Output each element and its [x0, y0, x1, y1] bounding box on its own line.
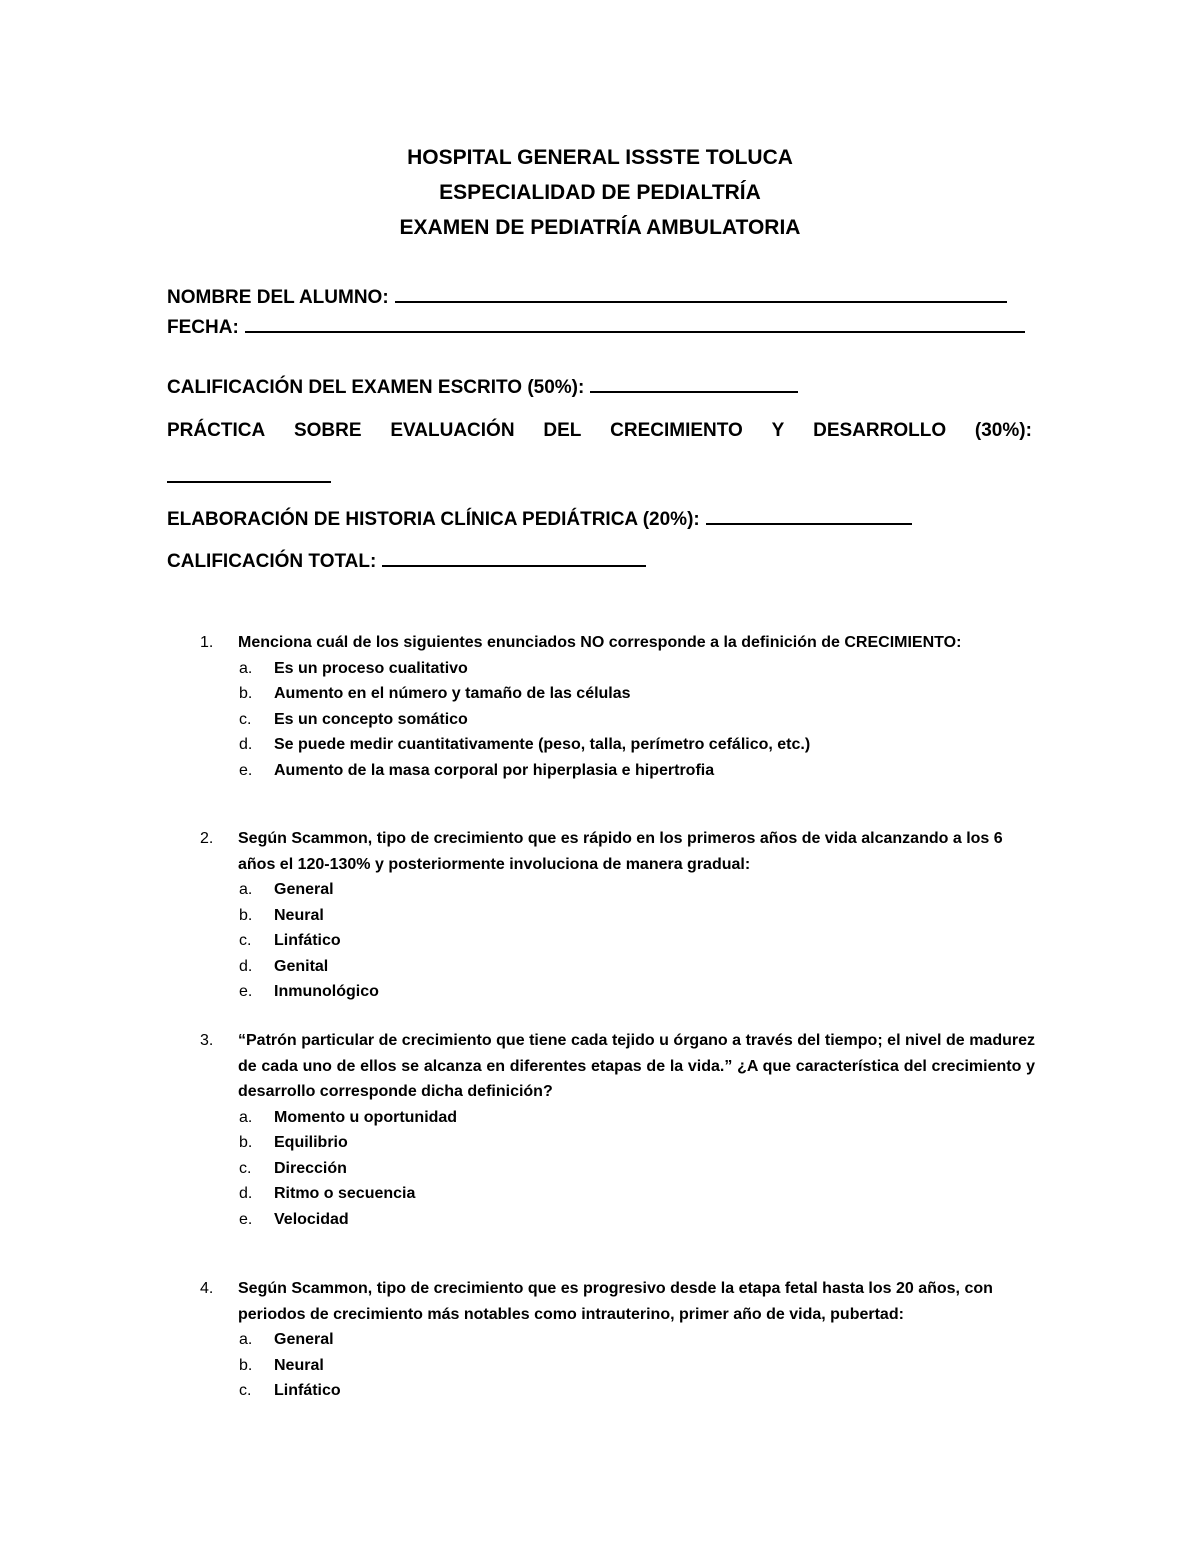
option-letter: e.	[239, 761, 253, 779]
option-letter: b.	[239, 1134, 253, 1151]
option-letter: e.	[239, 1210, 253, 1228]
clinical-history-label: ELABORACIÓN DE HISTORIA CLÍNICA PEDIÁTRICA (20%):	[167, 509, 700, 530]
option-letter: e.	[239, 983, 253, 1000]
answer-option[interactable]	[239, 1181, 1035, 1207]
practice-blank	[167, 481, 331, 483]
practice-word: SOBRE	[293, 420, 362, 441]
option-text: Genital	[274, 957, 329, 975]
answer-option[interactable]	[239, 1353, 1035, 1379]
answer-option[interactable]	[239, 656, 1035, 682]
answer-option[interactable]	[239, 1105, 1035, 1131]
option-letter: c.	[239, 710, 252, 728]
answer-options	[239, 656, 1035, 784]
option-letter: c.	[239, 1382, 252, 1399]
question-3	[200, 1028, 1035, 1232]
question-number: 3.	[200, 1032, 214, 1049]
total-blank	[382, 547, 646, 567]
student-name-blank	[395, 283, 1007, 303]
answer-option[interactable]	[239, 1156, 1035, 1182]
answer-option[interactable]	[239, 681, 1035, 707]
question-number: 4.	[200, 1280, 214, 1297]
option-text: Es un proceso cualitativo	[274, 659, 468, 677]
practice-word: PRÁCTICA	[167, 420, 266, 441]
specialty-title: ESPECIALIDAD DE PEDIALTRÍA	[439, 181, 761, 204]
date-field	[167, 313, 1025, 340]
clinical-history-field	[167, 505, 912, 532]
option-text: Neural	[274, 906, 324, 924]
written-exam-blank	[590, 373, 798, 393]
student-name-field	[167, 283, 1007, 310]
student-name-label: NOMBRE DEL ALUMNO:	[167, 287, 389, 308]
answer-option[interactable]	[239, 903, 1035, 929]
option-letter: b.	[239, 906, 253, 924]
total-label: CALIFICACIÓN TOTAL:	[167, 551, 377, 572]
written-exam-field	[167, 373, 798, 400]
question-number: 1.	[200, 634, 214, 651]
option-text: Ritmo o secuencia	[274, 1185, 416, 1202]
answer-option[interactable]	[239, 1327, 1035, 1353]
answer-option[interactable]	[239, 758, 1035, 784]
option-text: Linfático	[274, 932, 341, 949]
answer-option[interactable]	[239, 1207, 1035, 1233]
answer-option[interactable]	[239, 1130, 1035, 1156]
practice-word: Y	[771, 420, 785, 441]
answer-option[interactable]	[239, 877, 1035, 903]
option-letter: a.	[239, 881, 253, 898]
option-text: Inmunológico	[274, 983, 379, 1000]
question-2	[200, 826, 1035, 1005]
practice-word: (30%):	[974, 420, 1032, 441]
option-text: General	[274, 1331, 334, 1348]
answer-option[interactable]	[239, 928, 1035, 954]
option-text: Es un concepto somático	[274, 710, 468, 728]
option-letter: b.	[239, 685, 253, 702]
option-letter: c.	[239, 1159, 252, 1177]
hospital-title: HOSPITAL GENERAL ISSSTE TOLUCA	[407, 146, 793, 169]
option-text: Momento u oportunidad	[274, 1108, 458, 1126]
option-letter: d.	[239, 1185, 253, 1202]
option-text: Velocidad	[274, 1210, 349, 1228]
date-blank	[245, 313, 1025, 333]
question-text: Según Scammon, tipo de crecimiento que es progresivo desde la etapa fetal hasta los 20 años, con periodos de crecimiento más notables como intrauterino, primer año de vida, pubertad:	[238, 1280, 993, 1323]
total-field	[167, 547, 646, 574]
question-text: Menciona cuál de los siguientes enunciados NO corresponde a la definición de CRECIMIENTO:	[238, 634, 962, 651]
written-exam-label: CALIFICACIÓN DEL EXAMEN ESCRITO (50%):	[167, 377, 585, 398]
option-text: Linfático	[274, 1382, 341, 1399]
answer-options	[239, 877, 1035, 1005]
answer-options	[239, 1327, 1035, 1404]
option-text: Aumento de la masa corporal por hiperplasia e hipertrofia	[274, 761, 715, 779]
option-letter: d.	[239, 736, 253, 753]
question-text: Según Scammon, tipo de crecimiento que es rápido en los primeros años de vida alcanzando a los 6 años el 120-130% y posteriormente involuciona de manera gradual:	[238, 830, 1003, 873]
question-1	[200, 630, 1035, 783]
answer-options	[239, 1105, 1035, 1233]
answer-option[interactable]	[239, 954, 1035, 980]
option-text: General	[274, 881, 334, 898]
practice-word: DEL	[543, 420, 582, 441]
practice-field	[167, 419, 1032, 443]
practice-word: EVALUACIÓN	[390, 420, 515, 441]
practice-word: CRECIMIENTO	[610, 420, 743, 441]
question-number: 2.	[200, 830, 214, 847]
answer-option[interactable]	[239, 1378, 1035, 1404]
option-letter: b.	[239, 1356, 253, 1374]
option-letter: c.	[239, 932, 252, 949]
clinical-history-blank	[706, 505, 912, 525]
answer-option[interactable]	[239, 707, 1035, 733]
practice-word: DESARROLLO	[813, 420, 947, 441]
answer-option[interactable]	[239, 979, 1035, 1005]
option-letter: d.	[239, 957, 253, 975]
option-letter: a.	[239, 1108, 253, 1126]
question-4	[200, 1276, 1035, 1404]
document-header	[0, 140, 1200, 245]
option-text: Aumento en el número y tamaño de las células	[274, 685, 631, 702]
date-label: FECHA:	[167, 317, 239, 338]
option-letter: a.	[239, 659, 253, 677]
option-letter: a.	[239, 1331, 253, 1348]
option-text: Equilibrio	[274, 1134, 348, 1151]
exam-title: EXAMEN DE PEDIATRÍA AMBULATORIA	[399, 216, 801, 239]
answer-option[interactable]	[239, 732, 1035, 758]
option-text: Neural	[274, 1356, 324, 1374]
option-text: Dirección	[274, 1159, 347, 1177]
question-text: “Patrón particular de crecimiento que tiene cada tejido u órgano a través del tiempo; el nivel de madurez de cada uno de ellos se alcanza en diferentes etapas de la vida.” ¿A que característica del crecimiento y desarrollo corresponde dicha definición?	[238, 1032, 1035, 1100]
option-text: Se puede medir cuantitativamente (peso, talla, perímetro cefálico, etc.)	[274, 736, 811, 753]
